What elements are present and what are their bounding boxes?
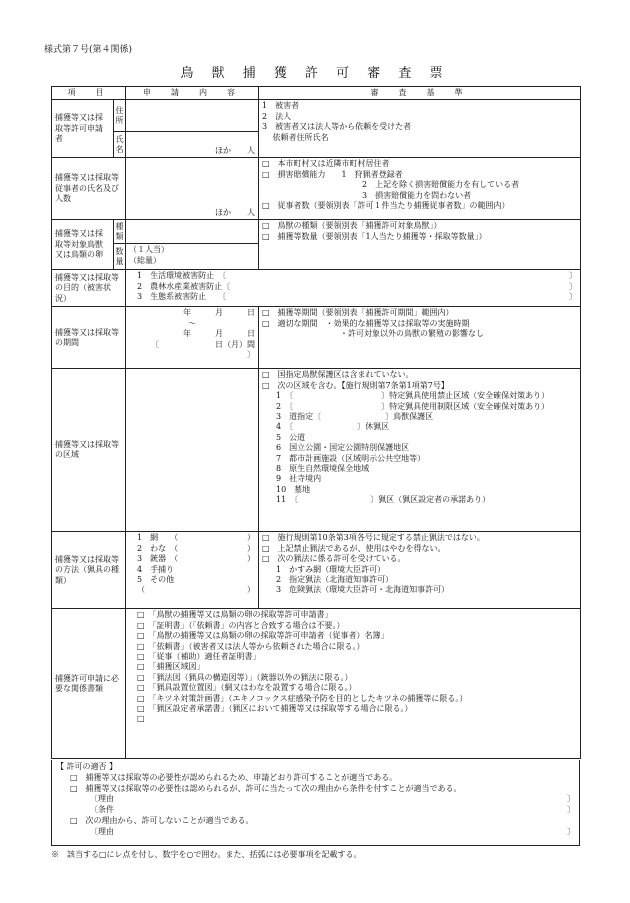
judgment-option-conditional[interactable]: □ 捕獲等又は採取等の必要性は認められるが、許可に当たって次の理由から条件を付すことが適当である。: [70, 783, 462, 793]
document-item[interactable]: □: [137, 714, 145, 724]
method-item: 1 網 （ ）: [137, 533, 255, 543]
total: （総量）: [129, 255, 161, 265]
purpose-label: 捕獲等又は採取等の目的（被害状況）: [52, 270, 126, 307]
applicant-address-field[interactable]: [126, 100, 259, 132]
period-days: 〔 日（月）間: [151, 339, 255, 349]
period-start: 年 月 日: [183, 308, 255, 318]
criteria-line: □ 従事者数（要領別表「許可１件当たり捕獲従事者数」の範囲内）: [262, 200, 510, 210]
criteria-line: 9 社寺境内: [276, 474, 322, 484]
document-item[interactable]: □ 「鳥獣の捕獲等又は鳥類の卵の採取等許可申請者（従事者）名簿」: [137, 631, 389, 641]
method-criteria: [259, 532, 581, 609]
form-number: 様式第７号(第４関係): [44, 45, 133, 55]
applicant-others: ほか 人: [215, 146, 255, 155]
document-item[interactable]: □ 「猟法図（猟具の構造図等）」（銃器以外の猟法に限る。）: [137, 672, 353, 682]
document-item[interactable]: □ 「猟具設置位置図」（網又はわなを設置する場合に限る。）: [137, 683, 357, 693]
criteria-line: 2 指定猟法（北海道知事許可）: [276, 574, 394, 584]
worker-others: ほか 人: [215, 208, 255, 217]
applicant-name-field[interactable]: [126, 132, 259, 158]
judgment-condition: 〔条件 〕: [90, 805, 575, 815]
criteria-line: □ 捕獲等数量（要領別表「1人当たり捕獲等・採取等数量」）: [262, 231, 487, 241]
criteria-line: 11 〔 〕猟区（猟区設定者の承諾あり）: [276, 495, 491, 505]
documents-label: 捕獲許可申請に必要な関係書類: [52, 609, 126, 759]
document-item[interactable]: □ 「鳥獣の捕獲等又は鳥類の卵の採取等許可申請書」: [137, 610, 333, 620]
worker-label: 捕獲等又は採取等従事者の氏名及び人数: [52, 158, 126, 220]
purpose-item: 1 生活環境被害防止 〔 〕: [137, 271, 577, 281]
worker-field[interactable]: [126, 158, 259, 220]
criteria-line: 6 国立公園・国定公園特別保護地区: [276, 443, 410, 453]
method-item: 5 その他: [137, 574, 175, 584]
criteria-line: □ 上記禁止猟法であるが、使用はやむを得ない。: [262, 543, 446, 553]
species-quantity-field[interactable]: [126, 244, 259, 270]
period-tilde: ～: [188, 318, 196, 328]
criteria-line: 2 上記を除く損害賠償能力を有している者: [362, 180, 520, 190]
document-item[interactable]: □ 「従事（補助）適任者証明書」: [137, 651, 261, 661]
judgment-deny-reason: 〔理由 〕: [90, 826, 575, 836]
method-item: （ ）: [137, 585, 255, 595]
criteria-line: 1 かすみ網（環境大臣許可）: [276, 564, 386, 574]
area-label: 捕獲等又は採取等の区域: [52, 369, 126, 532]
worker-criteria: [259, 158, 581, 220]
criteria-line: 3 道指定〔 〕鳥獣保護区: [276, 411, 434, 421]
purpose-item: 2 農林水産業被害防止〔 〕: [137, 281, 577, 291]
document-item[interactable]: □ 「キツネ対策計画書」（エキノコックス症感染予防を目的としたキツネの捕獲等に限る。）: [137, 693, 468, 703]
criteria-line: 2 〔 〕特定猟具使用制限区域（安全確保対策あり）: [276, 401, 550, 411]
judgment-reason: 〔理由 〕: [90, 794, 575, 804]
method-item: 3 銃器 （ ）: [137, 554, 255, 564]
criteria-line: 3 損害賠償能力を問わない者: [362, 190, 472, 200]
period-field[interactable]: [126, 307, 259, 369]
applicant-criteria: [259, 100, 581, 158]
purpose-item: 3 生態系被害防止 〔 〕: [137, 292, 577, 302]
header-content: 申 請 内 容: [126, 87, 259, 100]
per-person: （１人当）: [129, 245, 169, 255]
criteria-line: □ 次の猟法に係る許可を受けている。: [262, 554, 406, 564]
judgment-heading: 【 許可の適否 】: [56, 762, 118, 771]
page-title: 鳥 獣 捕 獲 許 可 審 査 票: [180, 66, 450, 81]
document-item[interactable]: □ 「証明書」（「依頼書」の内容と合致する場合は不要。）: [137, 620, 345, 630]
method-field[interactable]: [126, 532, 259, 609]
method-item: 2 わな （ ）: [137, 543, 255, 553]
criteria-line: □ 適切な期間 ・効果的な捕獲等又は採取等の実施時期: [262, 318, 470, 328]
judgment-option-approve[interactable]: □ 捕獲等又は採取等の必要性が認められるため、申請どおり許可することが適当である。: [70, 772, 398, 782]
criteria-line: 5 公道: [276, 432, 306, 442]
criteria-line: 10 墓地: [276, 484, 311, 494]
species-label: 捕獲等又は採取等対象鳥獣又は鳥類の卵: [52, 220, 114, 270]
quantity-label: 数量: [114, 244, 126, 270]
criteria-line: 4 〔 〕休猟区: [276, 422, 390, 432]
criteria-line: ・許可対象以外の鳥獣の繁殖の影響なし: [340, 329, 484, 339]
footnote: ※ 該当する□にレ点を付し、数字を○で囲む。また、括弧には必要事項を記載する。: [51, 850, 362, 859]
criteria-line: □ 次の区域を含む。【施行規則第7条第1項第7号】: [262, 380, 449, 390]
header-item: 項 目: [52, 87, 126, 100]
species-criteria: [259, 220, 581, 270]
species-kind-field[interactable]: [126, 220, 259, 244]
criteria-line: □ 捕獲等期間（要領別表「捕獲許可期間」範囲内）: [262, 308, 454, 318]
criteria-line: □ 本市町村又は近隣市町村居住者: [262, 159, 390, 169]
area-criteria: [259, 369, 581, 532]
method-label: 捕獲等又は採取等の方法（猟具の種類）: [52, 532, 126, 609]
document-item[interactable]: □ 「依頼書」（被害者又は法人等から依頼された場合に限る。）: [137, 641, 365, 651]
name-label: 氏名: [114, 132, 126, 158]
criteria-line: □ 鳥獣の種類（要領別表「捕獲許可対象鳥獣」）: [262, 221, 442, 231]
applicant-label: 捕獲等又は採取等許可申請者: [52, 100, 114, 158]
criteria-line: 1 被害者: [262, 101, 300, 111]
period-end: 年 月 日: [183, 329, 255, 339]
criteria-line: 8 原生自然環境保全地域: [276, 463, 370, 473]
criteria-line: 1 〔 〕特定猟具使用禁止区域（安全確保対策あり）: [276, 391, 550, 401]
kind-label: 種類: [114, 220, 126, 244]
criteria-line: 7 都市計画施設（区域明示公共空地等）: [276, 453, 426, 463]
criteria-line: 2 法人: [262, 111, 292, 121]
criteria-line: 依頼者住所氏名: [262, 132, 329, 142]
criteria-line: □ 損害賠償能力 1 狩猟者登録者: [262, 169, 403, 179]
judgment-option-deny[interactable]: □ 次の理由から、許可しないことが適当である。: [70, 815, 254, 825]
method-item: 4 手捕り: [137, 564, 175, 574]
period-close: 〕: [247, 349, 255, 359]
address-label: 住所: [114, 100, 126, 132]
document-item[interactable]: □ 「猟区設定者承諾書」（猟区において捕獲等又は採取等する場合に限る。）: [137, 703, 413, 713]
table-header: [52, 87, 581, 100]
criteria-line: □ 施行規則第10条第3項各号に規定する禁止猟法ではない。: [262, 533, 485, 543]
area-field[interactable]: [126, 369, 259, 532]
criteria-line: 3 被害者又は法人等から依頼を受けた者: [262, 122, 412, 132]
period-criteria: [259, 307, 581, 369]
documents-list: [126, 609, 581, 759]
document-item[interactable]: □ 「捕獲区域図」: [137, 662, 205, 672]
period-label: 捕獲等又は採取等の期間: [52, 307, 126, 369]
review-table: [51, 86, 581, 759]
criteria-line: 3 危険猟法（環境大臣許可・北海道知事許可）: [276, 585, 450, 595]
header-criteria: 審 査 基 準: [259, 87, 581, 100]
judgment-box: [51, 760, 580, 846]
criteria-line: □ 国指定鳥獣保護区は含まれていない。: [262, 370, 414, 380]
purpose-field[interactable]: [126, 270, 581, 307]
